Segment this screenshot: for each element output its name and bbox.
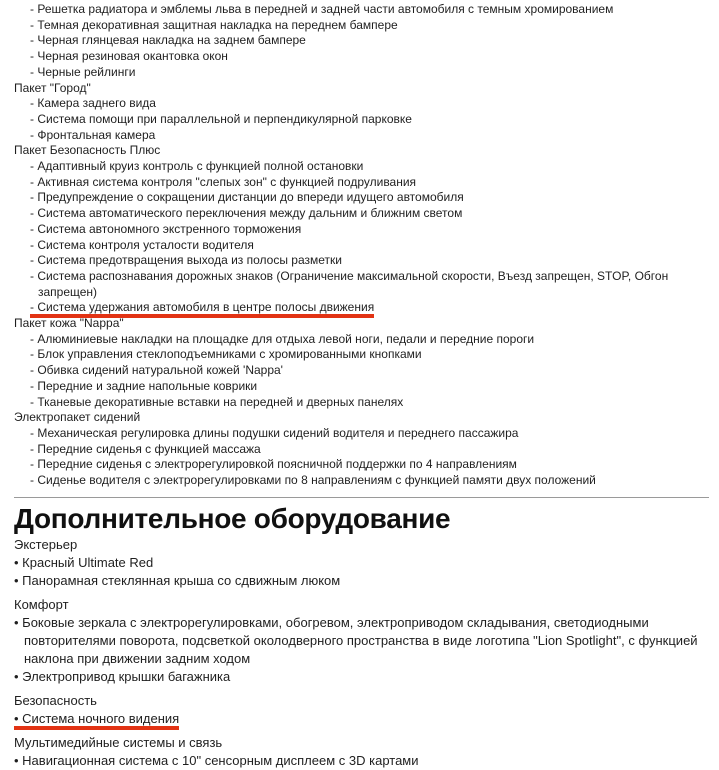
additional-equipment-heading: Дополнительное оборудование xyxy=(14,502,451,534)
bullet-marker: • xyxy=(14,554,23,570)
item-text: Система удержания автомобиля в центре полосы движения xyxy=(37,300,375,315)
item-text: Передние сиденья с электрорегулировкой поясничной поддержки по 4 направлениям xyxy=(37,457,517,472)
package-title xyxy=(14,410,713,426)
item-line xyxy=(14,555,153,570)
dash-marker: - xyxy=(30,49,38,64)
dash-marker: - xyxy=(30,363,38,378)
item-text: Темная декоративная защитная накладка на переднем бампере xyxy=(37,17,398,32)
section-label: Комфорт xyxy=(14,596,69,612)
item-text: Алюминиевые накладки на площадке для отдыха левой ноги, педали и передние пороги xyxy=(37,331,535,346)
equipment-section xyxy=(14,692,711,728)
section-label: Экстерьер xyxy=(14,536,78,552)
item-text: Блок управления стеклоподъемниками с хромированными кнопками xyxy=(37,347,422,362)
item-text: Система контроля усталости водителя xyxy=(37,237,254,252)
item-text: Фронтальная камера xyxy=(37,127,156,142)
item-line xyxy=(30,206,462,220)
package-title xyxy=(14,143,713,159)
equipment-item xyxy=(14,49,713,65)
item-line xyxy=(30,253,342,267)
bullet-item xyxy=(14,614,711,668)
item-text: Система распознавания дорожных знаков (Ограничение максимальной скорости, Въезд запрещен, STOP, Обгон запрещен) xyxy=(37,268,669,299)
equipment-item xyxy=(14,190,713,206)
item-text: Система автономного экстренного торможения xyxy=(37,221,302,236)
bullet-marker: • xyxy=(14,614,23,630)
bullet-item xyxy=(14,572,711,590)
bullet-item xyxy=(14,752,711,770)
equipment-item xyxy=(14,253,713,269)
item-text: Пакет "Город" xyxy=(14,80,91,95)
item-text: Сиденье водителя с электрорегулировками по 8 направлениям с функцией памяти двух положений xyxy=(37,473,596,488)
item-line xyxy=(14,669,230,684)
bullet-item xyxy=(14,710,711,728)
item-line xyxy=(14,753,419,768)
equipment-item xyxy=(14,395,713,411)
dash-marker: - xyxy=(30,64,38,79)
item-text: Электропривод крышки багажника xyxy=(22,668,231,684)
dash-marker: - xyxy=(30,441,38,456)
dash-marker: - xyxy=(30,347,38,362)
dash-marker: - xyxy=(30,2,38,16)
item-line xyxy=(30,96,156,110)
dash-marker: - xyxy=(30,237,38,252)
equipment-item xyxy=(14,238,713,254)
bullet-item xyxy=(14,668,711,686)
item-line xyxy=(30,332,534,346)
item-text: Решетка радиатора и эмблемы льва в передней и задней части автомобиля с темным хромированием xyxy=(37,2,614,16)
dash-marker: - xyxy=(30,174,38,189)
dash-marker: - xyxy=(30,473,38,488)
item-line xyxy=(30,238,254,252)
equipment-item xyxy=(14,269,713,300)
item-line xyxy=(14,410,140,424)
equipment-item xyxy=(14,473,713,489)
item-line xyxy=(30,112,412,126)
dash-marker: - xyxy=(30,300,38,315)
equipment-item xyxy=(14,206,713,222)
item-text: Передние и задние напольные коврики xyxy=(37,378,258,393)
item-line xyxy=(14,615,698,666)
bullet-marker: • xyxy=(14,710,23,726)
equipment-item xyxy=(14,300,713,316)
item-text: Электропакет сидений xyxy=(14,410,141,425)
item-text: Система автоматического переключения между дальним и ближним светом xyxy=(37,206,463,221)
item-text: Черная глянцевая накладка на заднем бампере xyxy=(37,33,306,48)
equipment-item xyxy=(14,222,713,238)
item-line xyxy=(30,363,283,377)
item-text: Пакет кожа "Nappa" xyxy=(14,316,124,331)
dash-marker: - xyxy=(30,33,38,48)
item-line xyxy=(14,573,340,588)
item-text: Механическая регулировка длины подушки сидений водителя и переднего пассажира xyxy=(37,425,519,440)
item-line xyxy=(30,269,668,299)
equipment-section xyxy=(14,536,711,590)
item-line xyxy=(30,426,518,440)
dash-marker: - xyxy=(30,159,38,174)
dash-marker: - xyxy=(30,127,38,142)
bullet-item xyxy=(14,554,711,572)
item-line xyxy=(30,175,416,189)
dash-marker: - xyxy=(30,111,38,126)
item-line xyxy=(30,442,261,456)
dash-marker: - xyxy=(30,394,38,409)
dash-marker: - xyxy=(30,425,38,440)
item-text: Предупреждение о сокращении дистанции до впереди идущего автомобиля xyxy=(37,190,464,205)
dash-marker: - xyxy=(30,17,38,32)
item-text: Обивка сидений натуральной кожей 'Nappa' xyxy=(37,363,283,378)
item-text: Адаптивный круиз контроль с функцией полной остановки xyxy=(37,159,364,174)
equipment-item xyxy=(14,65,713,81)
dash-marker: - xyxy=(30,206,38,221)
equipment-item xyxy=(14,96,713,112)
item-text: Камера заднего вида xyxy=(37,96,156,111)
equipment-item xyxy=(14,426,713,442)
item-line xyxy=(30,2,613,16)
item-line xyxy=(30,18,398,32)
dash-marker: - xyxy=(30,331,38,346)
equipment-item xyxy=(14,159,713,175)
item-text: Боковые зеркала с электрорегулировками, обогревом, электроприводом складывания, светодиодными повторителями поворота, подсветкой околодверного пространства в виде логотипа "Lion Spotlight", с функцией наклона при движении задним ходом xyxy=(22,614,698,666)
red-underlined-text xyxy=(14,711,179,730)
item-text: Панорамная стеклянная крыша со сдвижным люком xyxy=(22,572,341,588)
item-text: Активная система контроля "слепых зон" с функцией подруливания xyxy=(37,174,417,189)
dash-marker: - xyxy=(30,253,38,268)
item-text: Пакет Безопасность Плюс xyxy=(14,143,161,158)
equipment-item xyxy=(14,442,713,458)
item-line xyxy=(30,65,135,79)
item-text: Система предотвращения выхода из полосы разметки xyxy=(37,253,342,268)
item-line xyxy=(14,316,124,330)
section-label: Мультимедийные системы и связь xyxy=(14,734,223,750)
item-line xyxy=(30,395,403,409)
package-title xyxy=(14,81,713,97)
dash-marker: - xyxy=(30,457,38,472)
item-text: Черные рейлинги xyxy=(37,64,136,79)
item-text: Передние сиденья с функцией массажа xyxy=(37,441,261,456)
bullet-marker: • xyxy=(14,572,23,588)
equipment-item xyxy=(14,379,713,395)
item-text: Черная резиновая окантовка окон xyxy=(37,49,228,64)
item-line xyxy=(30,159,363,173)
item-text: Красный Ultimate Red xyxy=(22,554,154,570)
item-text: Тканевые декоративные вставки на передней и дверных панелях xyxy=(37,394,404,409)
equipment-item xyxy=(14,175,713,191)
section-label: Безопасность xyxy=(14,692,97,708)
equipment-item xyxy=(14,347,713,363)
item-text: Навигационная система с 10" сенсорным дисплеем с 3D картами xyxy=(22,752,419,768)
equipment-item xyxy=(14,2,713,18)
item-line xyxy=(14,81,91,95)
item-line xyxy=(30,379,257,393)
equipment-item xyxy=(14,363,713,379)
package-title xyxy=(14,316,713,332)
item-line xyxy=(30,473,596,487)
item-text: Система помощи при параллельной и перпендикулярной парковке xyxy=(37,111,412,126)
item-line xyxy=(30,33,306,47)
item-line xyxy=(30,457,517,471)
item-line xyxy=(30,347,422,361)
section-divider xyxy=(14,497,709,498)
equipment-section xyxy=(14,734,711,770)
equipment-item xyxy=(14,457,713,473)
item-line xyxy=(30,190,464,204)
equipment-item xyxy=(14,18,713,34)
equipment-item xyxy=(14,332,713,348)
item-line xyxy=(30,222,301,236)
bullet-marker: • xyxy=(14,668,23,684)
bullet-marker: • xyxy=(14,752,23,768)
equipment-section xyxy=(14,596,711,686)
dash-marker: - xyxy=(30,221,38,236)
item-line xyxy=(30,128,155,142)
dash-marker: - xyxy=(30,378,38,393)
item-text: Система ночного видения xyxy=(22,710,180,726)
dash-marker: - xyxy=(30,96,38,111)
additional-equipment-sections xyxy=(0,536,719,770)
equipment-item xyxy=(14,128,713,144)
dash-marker: - xyxy=(30,190,38,205)
equipment-item xyxy=(14,112,713,128)
equipment-item xyxy=(14,33,713,49)
dash-marker: - xyxy=(30,268,38,283)
item-line xyxy=(14,143,160,157)
item-line xyxy=(30,49,228,63)
